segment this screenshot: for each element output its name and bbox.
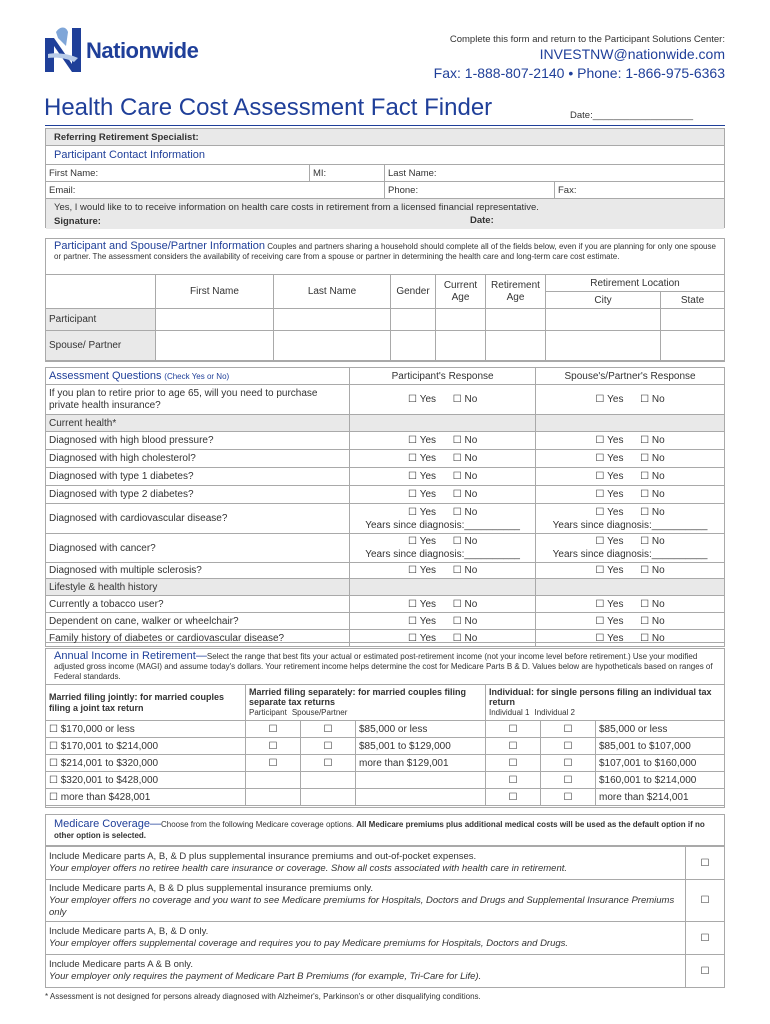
checkbox[interactable] [640,616,649,627]
individual-range: $107,001 to $160,000 [596,755,725,772]
title-divider [45,125,725,126]
no-label: No [464,453,478,464]
income-section [45,648,725,808]
info-description: Couples and partners sharing a household should complete all of the fields below, even if you are planning for only one spouse or partner. The assessment considers the availability of receiving care from a spouse or partner in determining the health care and long-term care cost estimate. [54,242,716,261]
checkbox[interactable] [408,471,417,482]
checkbox[interactable] [49,724,58,735]
participant-info-section [45,238,725,362]
spouse-city-input[interactable] [546,331,661,361]
contact-section [45,128,725,228]
checkbox[interactable] [595,489,604,500]
date-field[interactable]: Date:___________________ [570,110,694,121]
individual-sub-2: Individual 2 [534,708,575,717]
yes-label: Yes [419,435,437,446]
joint-range: $214,001 to $320,000 [60,757,159,769]
medicare-dash: — [150,818,161,830]
checkbox[interactable] [640,506,649,519]
checkbox[interactable] [640,471,649,482]
checkbox[interactable] [408,616,417,627]
spouse-gender-input[interactable] [391,331,436,361]
lifestyle-header: Lifestyle & health history [46,579,350,596]
separate-range: $85,001 to $129,000 [356,738,486,755]
no-label: No [651,565,665,576]
email-field[interactable]: Email: [46,182,385,199]
signature-field[interactable]: Signature: [54,216,101,227]
col-city: City [546,292,661,309]
info-title: Participant and Spouse/Partner Information [54,240,265,252]
fax-field[interactable]: Fax: [555,182,725,199]
page-title: Health Care Cost Assessment Fact Finder [44,94,493,121]
years-since-diagnosis-field[interactable]: Years since diagnosis:__________ [365,549,520,560]
no-label: No [651,471,665,482]
checkbox[interactable] [595,435,604,446]
col-gender: Gender [391,275,436,309]
yes-label: Yes [607,565,624,576]
checkbox[interactable] [269,758,278,769]
no-label: No [651,615,665,627]
years-since-diagnosis-field[interactable]: Years since diagnosis:__________ [552,549,708,560]
checkbox[interactable] [324,758,333,769]
col-retirement-age: Retirement Age [486,275,546,309]
participant-gender-input[interactable] [391,309,436,331]
individual-header: Individual: for single persons filing an individual tax return [489,687,712,707]
participant-current-age-input[interactable] [436,309,486,331]
q-cancer: Diagnosed with cancer? [46,534,350,563]
yes-label: Yes [419,565,437,576]
yes-label: Yes [607,632,624,644]
checkbox[interactable] [408,394,417,405]
income-dash: — [195,650,207,662]
checkbox[interactable] [408,489,417,500]
contact-fax-phone: Fax: 1-888-807-2140 • Phone: 1-866-975-6363 [433,65,725,81]
checkbox[interactable] [509,724,518,735]
checkbox[interactable] [595,453,604,464]
medicare-description: Choose from the following Medicare coverage options. [161,820,354,829]
q-multiple-sclerosis: Diagnosed with multiple sclerosis? [46,563,350,579]
referring-specialist-field[interactable]: Referring Retirement Specialist: [46,129,724,146]
col-retirement-location: Retirement Location [546,275,725,292]
checkbox[interactable] [640,394,649,405]
last-name-field[interactable]: Last Name: [385,165,725,182]
medicare-option-note: Your employer offers no coverage and you want to see Medicare premiums for Hospitals, Doctors and Drugs and Supplemental Insurance Premiums only [49,894,675,918]
checkbox[interactable] [595,535,604,548]
medicare-option-title: Include Medicare parts A, B, & D plus supplemental insurance premiums and out-of-pocket expenses. [49,851,477,862]
participant-response-header: Participant's Response [350,368,536,385]
yes-label: Yes [607,394,624,405]
years-since-diagnosis-field[interactable]: Years since diagnosis:__________ [552,519,708,531]
no-label: No [464,536,478,547]
yes-label: Yes [419,615,437,627]
checkbox[interactable] [269,724,278,735]
checkbox[interactable] [595,506,604,519]
spouse-first-name-input[interactable] [156,331,274,361]
spouse-retirement-age-input[interactable] [486,331,546,361]
no-label: No [464,471,478,482]
checkbox[interactable] [595,471,604,482]
current-health-header: Current health* [46,415,350,432]
q-family-history: Family history of diabetes or cardiovascular disease? [46,630,350,647]
checkbox[interactable] [640,435,649,446]
participant-state-input[interactable] [661,309,725,331]
checkbox[interactable] [408,565,417,576]
checkbox[interactable] [49,741,58,752]
separate-range: more than $129,001 [356,755,486,772]
checkbox[interactable] [453,489,462,500]
checkbox[interactable] [408,453,417,464]
checkbox[interactable] [701,966,710,977]
yes-label: Yes [419,506,437,518]
separate-sub-participant: Participant [249,708,287,717]
checkbox[interactable] [564,741,573,752]
separate-range: $85,000 or less [356,721,486,738]
medicare-option-title: Include Medicare parts A, B, & D only. [49,926,209,937]
participant-last-name-input[interactable] [274,309,391,331]
checkbox[interactable] [408,535,417,548]
col-state: State [661,292,725,309]
checkbox[interactable] [453,535,462,548]
checkbox[interactable] [453,471,462,482]
no-label: No [651,632,665,644]
row-participant: Participant [46,309,156,331]
questions-subtitle: (Check Yes or No) [164,372,230,381]
spouse-response-header: Spouse's/Partner's Response [536,368,725,385]
brand-name: Nationwide [86,38,199,63]
yes-label: Yes [419,489,437,500]
consent-text: Yes, I would like to to receive information on health care costs in retirement from a licensed financial representative. [54,202,539,213]
assessment-questions-section [45,367,725,643]
checkbox[interactable] [595,633,604,644]
checkbox[interactable] [640,535,649,548]
no-label: No [464,632,478,644]
col-last-name: Last Name [274,275,391,309]
checkbox[interactable] [269,741,278,752]
checkbox[interactable] [49,775,58,786]
contact-title: Participant Contact Information [54,149,206,161]
medicare-default-note: All Medicare premiums plus additional medical costs will be used as the default option if no other option is selected. [54,820,705,840]
participant-retirement-age-input[interactable] [486,309,546,331]
joint-range: more than $428,001 [60,791,151,803]
checkbox[interactable] [564,775,573,786]
checkbox[interactable] [49,758,58,769]
checkbox[interactable] [408,599,417,610]
checkbox[interactable] [49,792,58,803]
checkbox[interactable] [408,435,417,446]
checkbox[interactable] [509,775,518,786]
checkbox[interactable] [509,758,518,769]
footnote: * Assessment is not designed for persons already diagnosed with Alzheimer's, Parkinson's or other disqualifying conditions. [45,992,481,1001]
years-since-diagnosis-field[interactable]: Years since diagnosis:__________ [365,519,520,531]
col-first-name: First Name [156,275,274,309]
spouse-last-name-input[interactable] [274,331,391,361]
form-instruction: Complete this form and return to the Participant Solutions Center: [449,34,725,45]
checkbox[interactable] [453,453,462,464]
checkbox[interactable] [453,565,462,576]
mi-field[interactable]: MI: [310,165,385,182]
checkbox[interactable] [640,565,649,576]
separate-header: Married filing separately: for married couples filing separate tax returns [249,687,467,707]
checkbox[interactable] [324,724,333,735]
checkbox[interactable] [701,895,710,906]
checkbox[interactable] [509,741,518,752]
medicare-title: Medicare Coverage [54,818,150,830]
medicare-section [45,814,725,988]
separate-sub-spouse: Spouse/Partner [291,708,348,717]
yes-label: Yes [419,536,437,547]
checkbox[interactable] [509,792,518,803]
q-type1-diabetes: Diagnosed with type 1 diabetes? [46,468,350,486]
individual-range: $85,001 to $107,000 [596,738,725,755]
medicare-option-note: Your employer offers supplemental coverage and requires you to pay Medicare premiums for Hospitals, Doctors and Drugs. [49,938,569,949]
participant-first-name-input[interactable] [156,309,274,331]
income-description: Select the range that best fits your actual or estimated post-retirement income (not your income level before retirement.) Use your modified adjusted gross income (MAGI) and assume today's dollars. Your retirement income helps determine the cost for Medicare Parts B & D. Values below are hypotheticals based on ranges of Federal standards. [54,652,713,681]
checkbox[interactable] [640,453,649,464]
participant-city-input[interactable] [546,309,661,331]
checkbox[interactable] [701,933,710,944]
yes-label: Yes [419,471,437,482]
checkbox[interactable] [453,394,462,405]
joint-range: $170,000 or less [60,723,135,735]
no-label: No [464,598,478,610]
no-label: No [464,394,478,405]
q-cardiovascular: Diagnosed with cardiovascular disease? [46,504,350,534]
q-retire-early: If you plan to retire prior to age 65, will you need to purchase private health insurance? [46,385,350,415]
checkbox[interactable] [701,858,710,869]
yes-label: Yes [607,435,624,446]
yes-label: Yes [419,632,437,644]
no-label: No [464,506,478,518]
individual-range: more than $214,001 [596,789,725,806]
yes-label: Yes [607,453,624,464]
yes-label: Yes [607,489,624,500]
medicare-option-note: Your employer offers no retiree health care insurance or coverage. Show all costs associated with health care in retirement. [49,863,568,874]
joint-range: $170,001 to $214,000 [60,740,159,752]
individual-range: $85,000 or less [596,721,725,738]
yes-label: Yes [607,506,624,518]
phone-field[interactable]: Phone: [385,182,555,199]
checkbox[interactable] [408,633,417,644]
checkbox[interactable] [640,633,649,644]
questions-title: Assessment Questions [49,370,162,382]
no-label: No [651,598,665,610]
no-label: No [651,536,665,547]
no-label: No [651,489,665,500]
yes-label: Yes [419,598,437,610]
no-label: No [464,435,478,446]
no-label: No [464,489,478,500]
income-title: Annual Income in Retirement [54,650,196,662]
nationwide-eagle-logo [44,24,82,76]
yes-label: Yes [607,471,624,482]
row-spouse: Spouse/ Partner [46,331,156,361]
checkbox[interactable] [453,506,462,519]
yes-label: Yes [419,453,437,464]
spouse-current-age-input[interactable] [436,331,486,361]
checkbox[interactable] [595,599,604,610]
col-current-age: Current Age [436,275,486,309]
no-label: No [651,506,665,518]
checkbox[interactable] [564,724,573,735]
checkbox[interactable] [564,792,573,803]
yes-label: Yes [607,615,624,627]
q-cane-walker: Dependent on cane, walker or wheelchair? [46,613,350,630]
no-label: No [464,615,478,627]
checkbox[interactable] [595,565,604,576]
individual-sub-1: Individual 1 [489,708,530,717]
checkbox[interactable] [640,599,649,610]
checkbox[interactable] [595,616,604,627]
checkbox[interactable] [453,616,462,627]
checkbox[interactable] [453,435,462,446]
spouse-state-input[interactable] [661,331,725,361]
checkbox[interactable] [453,599,462,610]
no-label: No [651,435,665,446]
checkbox[interactable] [640,489,649,500]
consent-date-field[interactable]: Date: [470,215,494,226]
no-label: No [651,394,665,405]
checkbox[interactable] [564,758,573,769]
yes-label: Yes [419,394,437,405]
individual-range: $160,001 to $214,000 [596,772,725,789]
yes-label: Yes [607,598,624,610]
checkbox[interactable] [324,741,333,752]
no-label: No [651,453,665,464]
q-blood-pressure: Diagnosed with high blood pressure? [46,432,350,450]
checkbox[interactable] [595,394,604,405]
medicare-option-title: Include Medicare parts A, B & D plus supplemental insurance premiums only. [49,882,374,894]
medicare-option-title: Include Medicare parts A & B only. [49,959,193,970]
medicare-option-note: Your employer only requires the payment of Medicare Part B Premiums (for example, Tri-Care for Life). [49,971,482,982]
first-name-field[interactable]: First Name: [46,165,310,182]
no-label: No [464,565,478,576]
q-cholesterol: Diagnosed with high cholesterol? [46,450,350,468]
joint-header: Married filing jointly: for married couples filing a joint tax return [46,685,246,721]
checkbox[interactable] [453,633,462,644]
q-tobacco: Currently a tobacco user? [46,596,350,613]
joint-range: $320,001 to $428,000 [60,774,159,786]
checkbox[interactable] [408,506,417,519]
yes-label: Yes [607,536,624,547]
q-type2-diabetes: Diagnosed with type 2 diabetes? [46,486,350,504]
contact-email[interactable]: INVESTNW@nationwide.com [539,46,725,62]
